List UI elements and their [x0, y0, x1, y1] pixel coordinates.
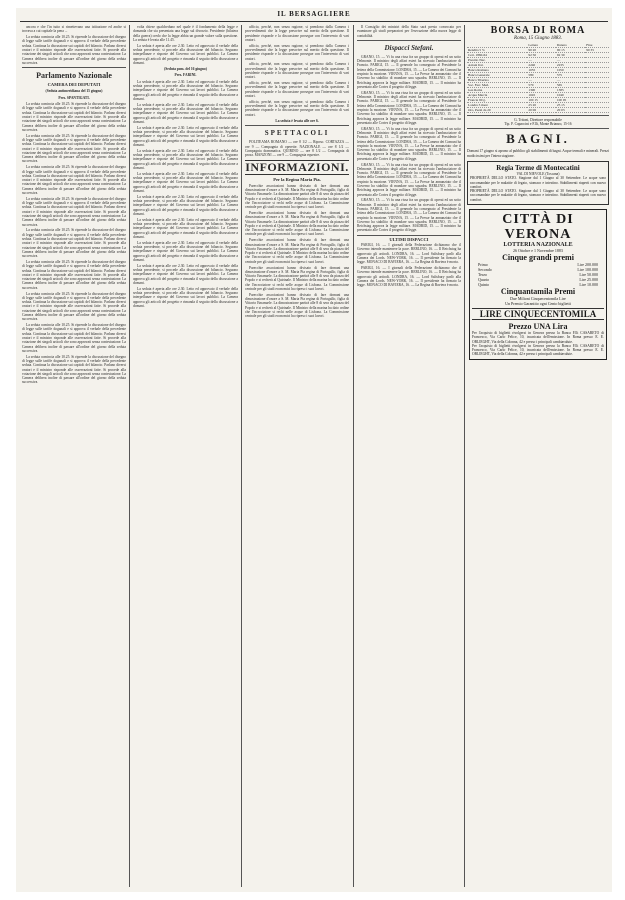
masthead: IL BERSAGLIERE — [277, 10, 351, 18]
borsa-cell: 575 — [556, 73, 585, 78]
bagni-heading: BAGNI. — [506, 131, 570, 147]
prize-amount: Lire 25.000 — [579, 276, 598, 282]
tipografia-note: Tip. F. Capaccini e F.lli, Monte Brianzo, 15-16 — [504, 122, 572, 127]
col2-body-i: La seduta è aperta alle ore 2.30. Letto ed approvato il verbale della seduta precedente, si procede alla discussione del bilancio. Seguono interpellanze e risposte del Governo sui lavori pubblici. La Camera approva gli articoli del progetto e rimanda il seguito della discussione a domani. — [133, 240, 238, 262]
dispacci-heading: Dispacci Stefani. — [384, 43, 434, 52]
borsa-date: Roma, 15 Giugno 1883. — [514, 36, 562, 41]
borsa-cell — [585, 108, 609, 113]
divider — [22, 67, 126, 68]
verona-bottom-text-2: Per l'acquisto di biglietti rivolgersi in Genova presso la Banca F.lli CASARETO di Francesco, Via Carlo Felice, 10, incaricata dell'emissione. In Roma presso E. E. OBLIEGHT, Via della Colonna, 42 e presso i principali cambiavalute. — [472, 343, 604, 357]
borsa-cell: 580 — [527, 73, 555, 78]
borsa-cell: Banca Generale — [467, 73, 527, 78]
col1-body-6: La seduta comincia alle 10.25. Si riprende la discussione del disegno di legge sulle tariffe doganali e si approva il verbale della precedente seduta. Continua la discussione sui capitoli del bilancio. Parlano diversi oratori e il ministro risponde alle osservazioni fatte. Si procede alla votazione dei singoli articoli che sono approvati senza contestazione. La Camera delibera inoltre di passare all'ordine del giorno della seduta successiva. — [22, 259, 126, 290]
divider — [467, 128, 609, 129]
borsa-cell: — — [556, 78, 585, 83]
borsa-cell: Acqua Marcia — [467, 93, 527, 98]
col4-body: Il Consiglio dei ministri della Stato sarà presto convocato per esaminare gli studi preparatori per l'esecuzione della nuova legge di contabilità. — [357, 25, 461, 38]
col2-body-c: La seduta è aperta alle ore 2.30. Letto ed approvato il verbale della seduta precedente, si procede alla discussione del bilancio. Seguono interpellanze e risposte del Governo sui lavori pubblici. La Camera approva gli articoli del progetto e rimanda il seguito della discussione a domani. — [133, 102, 238, 124]
seduta-pom-heading: (Seduta pom. del 16 giugno) — [164, 67, 207, 72]
divider — [357, 235, 461, 236]
seduta-levata: La seduta è levata alle ore 6. — [275, 118, 319, 123]
spettacoli-list: POLITEAMA ROMANO — ore 8 1/2 — Riposo. CORTAZZA — ore 9 — Compagnia di operette. NAZIONALE — ore 8 1/2 — Compagnia drammatica. QUIRINO — ore 8 1/2 — Compagnia di prosa. MANZONI — ore 9 — Compagnia equestre. — [245, 140, 349, 158]
col1-body-3: La seduta comincia alle 10.25. Si riprende la discussione del disegno di legge sulle tariffe doganali e si approva il verbale della precedente seduta. Continua la discussione sui capitoli del bilancio. Parlano diversi oratori e il ministro risponde alle osservazioni fatte. Si procede alla votazione dei singoli articoli che sono approvati senza contestazione. La Camera delibera inoltre di passare all'ordine del giorno della seduta successiva. — [22, 165, 126, 195]
borsa-cell: 20 06 — [527, 108, 555, 113]
col2-body-a: La seduta è aperta alle ore 2.30. Letto ed approvato il verbale della seduta precedente, si procede alla discussione del bilancio. Seguono interpellanze e risposte del Governo sui lavori pubblici. La Camera approva gli articoli del progetto e rimanda il seguito della discussione a domani. — [133, 43, 238, 65]
col3-body-d: ufficio, perchè, non senza ragione, si prendono dalla Camera i provvedimenti che la legge prescrive sul merito della questione. Il presidente risponde e la discussione prosegue con l'intervento di vari oratori. — [245, 81, 349, 98]
borsa-cell: 92 30 — [556, 53, 585, 58]
cinquantamila-sub: Due Milioni Cinquecentomila Lire — [510, 295, 566, 301]
prize-amount: Lire 50.000 — [579, 271, 598, 277]
prize-label: Quarto — [478, 276, 490, 282]
prize-label: Secondo — [478, 266, 492, 272]
dispacci-body-d: GRANO, 15. — Vi fu una rissa fra un gruppo di operai ed un sotto Delmonte. Il ministro degli affari esteri ha ricevuto l'ambasciatore di Francia. PARIGI, 15. — Il generale ha consegnato al Presidente la lettera della Commissione. LONDRA, 15. — La Camera dei Comuni ha respinto la mozione. VIENNA, 15. — La Presse ha annunziato che il Governo ha stabilito di mandare una squadra. BERLINO, 15. — Il Reichstag approva la legge militare. MADRID, 15. — Il ministro ha presentato alle Cortes il progetto di legge. — [357, 162, 461, 197]
borsa-cell: 1385 — [556, 88, 585, 93]
column-2 — [133, 25, 238, 887]
col1-intro: ancora e che l'in tutto si rimettevano una istituzione ed anche si trovava a cui capitale la pena ... — [22, 25, 126, 34]
borsa-cell: — — [527, 78, 555, 83]
verona-subtitle: LOTTERIA NAZIONALE — [503, 241, 573, 248]
borsa-col-header: Lettere — [527, 43, 555, 48]
borsa-cell: 100 15 — [527, 98, 555, 103]
col3-body-e: ufficio, perchè, non senza ragione, si prendono dalla Camera i provvedimenti che la legge prescrive sul merito della questione. Il presidente risponde e la discussione prosegue con l'intervento di vari oratori. — [245, 99, 349, 117]
borsa-cell: 565 — [556, 83, 585, 88]
borsa-cell: — — [527, 58, 555, 63]
col1-body-4: La seduta comincia alle 10.25. Si riprende la discussione del disegno di legge sulle tariffe doganali e si approva il verbale della precedente seduta. Continua la discussione sui capitoli del bilancio. Parlano diversi oratori e il ministro risponde alle osservazioni fatte. Si procede alla votazione dei singoli articoli che sono approvati senza contestazione. La Camera delibera inoltre di passare all'ordine del giorno della seduta successiva. — [22, 196, 126, 227]
premi-list — [472, 262, 604, 287]
col2-body-j: La seduta è aperta alle ore 2.30. Letto ed approvato il verbale della seduta precedente, si procede alla discussione del bilancio. Seguono interpellanze e risposte del Governo sui lavori pubblici. La Camera approva gli articoli del progetto e rimanda il seguito della discussione a domani. — [133, 263, 238, 285]
ultimi-body-a: PARIGI, 16. — I giornali della Federazione dichiarano che il Governo intende mantenere la pace. BERLINO, 16. — Il Reichstag ha approvato gli articoli. LONDRA, 16. — Lord Salisbury parlò alla Camera dei Lords. NEW-YORK, 16. — Il presidente ha firmato la legge. MONACO DI BAVIERA, 16. — La Regina di Baviera è morta. — [357, 243, 461, 265]
borsa-cell: 90 35 — [585, 48, 609, 53]
prize-amount: Lire 100.000 — [577, 266, 598, 272]
borsa-cell: 20 03 — [556, 108, 585, 113]
col2-body-g: La seduta è aperta alle ore 2.30. Letto ed approvato il verbale della seduta precedente, si procede alla discussione del bilancio. Seguono interpellanze e risposte del Governo sui lavori pubblici. La Camera approva gli articoli del progetto e rimanda il seguito della discussione a domani. — [133, 194, 238, 216]
spettacoli-heading: SPETTACOLI — [264, 129, 330, 138]
top-rule — [20, 21, 608, 22]
column-1 — [22, 25, 126, 887]
col1-body-7: La seduta comincia alle 10.25. Si riprende la discussione del disegno di legge sulle tariffe doganali e si approva il verbale della precedente seduta. Continua la discussione sui capitoli del bilancio. Parlano diversi oratori e il ministro risponde alle osservazioni fatte. Si procede alla votazione dei singoli articoli che sono approvati senza contestazione. La Camera delibera inoltre di passare all'ordine del giorno della seduta successiva. — [22, 291, 126, 322]
col1-body-5: La seduta comincia alle 10.25. Si riprende la discussione del disegno di legge sulle tariffe doganali e si approva il verbale della precedente seduta. Continua la discussione sui capitoli del bilancio. Parlano diversi oratori e il ministro risponde alle osservazioni fatte. Si procede alla votazione dei singoli articoli che sono approvati senza contestazione. La Camera delibera inoltre di passare all'ordine del giorno della seduta successiva. — [22, 228, 126, 259]
borsa-body — [467, 48, 609, 113]
borsa-cell: 1040 — [556, 93, 585, 98]
page-edge — [612, 0, 625, 900]
terme-text-2: PROPRIETÀ DELLO STATO. Stagione dal 1 Giugno al 30 Settembre. Le acque sono raccomandate per le malattie di fegato, stomaco e intestino. Stabilimenti riaperti con nuovo comfort. — [470, 189, 606, 202]
informazioni-heading: INFORMAZIONI. — [245, 160, 349, 175]
verona-date: 26 Ottobre e 1 Novembre 1883 — [513, 247, 563, 253]
informazioni-body-b: Parecchie associazioni hanno divisato di fare domani una dimostrazione d'onore a S. M. Maria Pia regina di Portogallo, figlia di Vittorio Emanuele. La dimostrazione partirà alle 8 di sera da piazza del Popolo e si recherà al Quirinale. Il Ministro della marina ha dato ordine che l'incrociatore si rechi nelle acque di Lisbona. La Commissione centrale per gli studi economici ha ripreso i suoi lavori. — [245, 211, 349, 237]
verona-bottom-text: Per l'acquisto di biglietti rivolgersi in Genova presso la Banca F.lli CASARETO di Francesco, Via Carlo Felice, 10, incaricata dell'emissione. In Roma presso E. E. OBLIEGHT, Via della Colonna, 42 e presso i principali cambiavalute. — [472, 330, 604, 344]
right-column — [467, 25, 609, 887]
lire-banner: LIRE CINQUECENTOMILA — [472, 308, 604, 320]
borsa-row — [467, 108, 609, 113]
borsa-cell: Banca Romana — [467, 68, 527, 73]
divider — [357, 40, 461, 41]
col2-body-b: La seduta è aperta alle ore 2.30. Letto ed approvato il verbale della seduta precedente, si procede alla discussione del bilancio. Seguono interpellanze e risposte del Governo sui lavori pubblici. La Camera approva gli articoli del progetto e rimanda il seguito della discussione a domani. — [133, 79, 238, 101]
borsa-cell: Prestito Naz. — [467, 58, 527, 63]
col2-body-e: La seduta è aperta alle ore 2.30. Letto ed approvato il verbale della seduta precedente, si procede alla discussione del bilancio. Seguono interpellanze e risposte del Governo sui lavori pubblici. La Camera approva gli articoli del progetto e rimanda il seguito della discussione a domani. — [133, 148, 238, 170]
borsa-cell: 1390 — [527, 88, 555, 93]
grandi-premi: Cinque grandi premi — [502, 252, 574, 262]
col2-body-f: La seduta è aperta alle ore 2.30. Letto ed approvato il verbale della seduta precedente, si procede alla discussione del bilancio. Seguono interpellanze e risposte del Governo sui lavori pubblici. La Camera approva gli articoli del progetto e rimanda il seguito della discussione a domani. — [133, 171, 238, 193]
dispacci-body-a: GRANO, 15. — Vi fu una rissa fra un gruppo di operai ed un sotto Delmonte. Il ministro degli affari esteri ha ricevuto l'ambasciatore di Francia. PARIGI, 15. — Il generale ha consegnato al Presidente la lettera della Commissione. LONDRA, 15. — La Camera dei Comuni ha respinto la mozione. VIENNA, 15. — La Presse ha annunziato che il Governo ha stabilito di mandare una squadra. BERLINO, 15. — Il Reichstag approva la legge militare. MADRID, 15. — Il ministro ha presentato alle Cortes il progetto di legge. — [357, 54, 461, 89]
borsa-cell: 100 05 — [556, 98, 585, 103]
seduta-subheading: (Seduta antimeridiana del 15 giugno) — [45, 89, 103, 94]
informazioni-body-d: Parecchie associazioni hanno divisato di fare domani una dimostrazione d'onore a S. M. Maria Pia regina di Portogallo, figlia di Vittorio Emanuele. La dimostrazione partirà alle 8 di sera da piazza del Popolo e si recherà al Quirinale. Il Ministro della marina ha dato ordine che l'incrociatore si rechi nelle acque di Lisbona. La Commissione centrale per gli studi economici ha ripreso i suoi lavori. — [245, 265, 349, 292]
prize-amount: Lire 200.000 — [577, 261, 598, 267]
column-rule — [464, 25, 465, 887]
divider — [467, 115, 609, 116]
borsa-col-header: Fine — [585, 43, 609, 48]
borsa-cell: 2235 — [556, 63, 585, 68]
terme-text: PROPRIETÀ DELLO STATO. Stagione dal 1 Giugno al 30 Settembre. Le acque sono raccomandate per le malattie di fegato, stomaco e intestino. Stabilimenti riaperti con nuovo comfort. — [470, 176, 606, 189]
borsa-cell: Gas Roma — [467, 88, 527, 93]
borsa-cell: Francia 90 g. — [467, 98, 527, 103]
borsa-cell: 25 15 — [556, 103, 585, 108]
col3-body-a: ufficio, perchè, non senza ragione, si prendono dalla Camera i provvedimenti che la legge prescrive sul merito della questione. Il presidente risponde e la discussione prosegue con l'intervento di vari oratori. — [245, 25, 349, 42]
prize-label: Terzo — [478, 271, 488, 277]
prize-label: Primo — [478, 261, 488, 267]
informazioni-body-e: Parecchie associazioni hanno divisato di fare domani una dimostrazione d'onore a S. M. Maria Pia regina di Portogallo, figlia di Vittorio Emanuele. La dimostrazione partirà alle 8 di sera da piazza del Popolo e si recherà al Quirinale. Il Ministro della marina ha dato ordine che l'incrociatore si rechi nelle acque di Lisbona. La Commissione centrale per gli studi economici ha ripreso i suoi lavori. — [245, 292, 349, 319]
borsa-cell: 92 50 — [527, 53, 555, 58]
dispacci-body-e: GRANO, 15. — Vi fu una rissa fra un gruppo di operai ed un sotto Delmonte. Il ministro degli affari esteri ha ricevuto l'ambasciatore di Francia. PARIGI, 15. — Il generale ha consegnato al Presidente la lettera della Commissione. LONDRA, 15. — La Camera dei Comuni ha respinto la mozione. VIENNA, 15. — La Presse ha annunziato che il Governo ha stabilito di mandare una squadra. BERLINO, 15. — Il Reichstag approva la legge militare. MADRID, 15. — Il ministro ha presentato alle Cortes il progetto di legge. — [357, 198, 461, 233]
borsa-title: BORSA DI ROMA — [490, 25, 586, 36]
ultimi-dispacci-heading: ULTIMI DISPACCI — [389, 236, 429, 242]
col2-body: volta chiese qualcheduno nel quale è il fondamento della legge e domanda che sia presentata una legge sul divorzio. Presidente (bilatera della guerra) credo che la legge abbia un grande valore sulla questione. La seduta è levata alle 11.45. — [133, 25, 238, 42]
column-rule — [353, 25, 354, 887]
borsa-col-header: Danaro — [556, 43, 585, 48]
borsa-cell: 1050 — [556, 68, 585, 73]
divider — [245, 125, 349, 126]
informazioni-subheading: Per la Regina Maria Pia. — [273, 177, 321, 183]
column-rule — [129, 25, 130, 887]
borsa-cell: 2240 — [527, 63, 555, 68]
verona-title: CITTÀ DI VERONA — [502, 211, 574, 242]
borsa-cell: Banca Tiberina — [467, 78, 527, 83]
column-3 — [245, 25, 349, 887]
borsa-cell: 570 — [527, 83, 555, 88]
col2-body-k: La seduta è aperta alle ore 2.30. Letto ed approvato il verbale della seduta precedente, si procede alla discussione del bilancio. Seguono interpellanze e risposte del Governo sui lavori pubblici. La Camera approva gli articoli del progetto e rimanda il seguito della discussione a domani. — [133, 286, 238, 308]
borsa-table — [467, 43, 609, 113]
col1-intro-repeat: La seduta comincia alle 10.25. Si riprende la discussione del disegno di legge sulle tariffe doganali e si approva il verbale della precedente seduta. Continua la discussione sui capitoli del bilancio. Parlano diversi oratori e il ministro risponde alle osservazioni fatte. Si procede alla votazione dei singoli articoli che sono approvati senza contestazione. La Camera delibera inoltre di passare all'ordine del giorno della seduta successiva. — [22, 35, 126, 65]
borsa-cell: 90 15 — [556, 48, 585, 53]
col3-body-b: ufficio, perchè, non senza ragione, si prendono dalla Camera i provvedimenti che la legge prescrive sul merito della questione. Il presidente risponde e la discussione prosegue con l'intervento di vari oratori. — [245, 43, 349, 61]
informazioni-body-c: Parecchie associazioni hanno divisato di fare domani una dimostrazione d'onore a S. M. Maria Pia regina di Portogallo, figlia di Vittorio Emanuele. La dimostrazione partirà alle 8 di sera da piazza del Popolo e si recherà al Quirinale. Il Ministro della marina ha dato ordine che l'incrociatore si rechi nelle acque di Lisbona. La Commissione centrale per gli studi economici ha ripreso i suoi lavori. — [245, 238, 349, 264]
borsa-cell: Azioni Ital. — [467, 63, 527, 68]
borsa-cell: Soc. Ferr. Med. — [467, 83, 527, 88]
terme-ad — [467, 161, 609, 205]
borsa-cell: 90 20 — [527, 48, 555, 53]
prezzo-line: Prezzo UNA Lira — [508, 321, 568, 331]
prize-label: Quinto — [478, 281, 490, 287]
camera-subheading: CAMERA DEI DEPUTATI — [47, 82, 101, 88]
president-farini: Pres. FARINI. — [174, 73, 197, 78]
bagni-text: Domani 17 giugno si aprono al pubblico gli stabilimenti di bagni. Acque termali e minerali. Prezzi modicissimi per l'intera stagione. — [467, 149, 609, 158]
verona-lottery-ad — [469, 209, 607, 360]
direttore-note: G. Tritoni, Direttore responsabile — [514, 118, 562, 122]
column-rule — [241, 25, 242, 887]
col3-body-c: ufficio, perchè, non senza ragione, si prendono dalla Camera i provvedimenti che la legge prescrive sul merito della questione. Il presidente risponde e la discussione prosegue con l'intervento di vari oratori. — [245, 62, 349, 80]
col2-body-h: La seduta è aperta alle ore 2.30. Letto ed approvato il verbale della seduta precedente, si procede alla discussione del bilancio. Seguono interpellanze e risposte del Governo sui lavori pubblici. La Camera approva gli articoli del progetto e rimanda il seguito della discussione a domani. — [133, 217, 238, 239]
ultimi-body-b: PARIGI, 16. — I giornali della Federazione dichiarano che il Governo intende mantenere la pace. BERLINO, 16. — Il Reichstag ha approvato gli articoli. LONDRA, 16. — Lord Salisbury parlò alla Camera dei Lords. NEW-YORK, 16. — Il presidente ha firmato la legge. MONACO DI BAVIERA, 16. — La Regina di Baviera è morta. — [357, 266, 461, 288]
terme-title: Regia Terme di Montecatini — [496, 164, 580, 172]
borsa-cell: 1045 — [527, 93, 555, 98]
borsa-cell: — — [556, 58, 585, 63]
col1-body: La seduta comincia alle 10.25. Si riprende la discussione del disegno di legge sulle tariffe doganali e si approva il verbale della precedente seduta. Continua la discussione sui capitoli del bilancio. Parlano diversi oratori e il ministro risponde alle osservazioni fatte. Si procede alla votazione dei singoli articoli che sono approvati senza contestazione. La Camera delibera inoltre di passare all'ordine del giorno della seduta successiva. — [22, 102, 126, 132]
premio-garantito: Un Premio Garantito ogni Cento biglietti — [505, 300, 571, 306]
informazioni-body-a: Parecchie associazioni hanno divisato di fare domani una dimostrazione d'onore a S. M. Maria Pia regina di Portogallo, figlia di Vittorio Emanuele. La dimostrazione partirà alle 8 di sera da piazza del Popolo e si recherà al Quirinale. Il Ministro della marina ha dato ordine che l'incrociatore si rechi nelle acque di Lisbona. La Commissione centrale per gli studi economici ha ripreso i suoi lavori. — [245, 183, 349, 210]
borsa-cell: 1055 — [527, 68, 555, 73]
col2-body-d: La seduta è aperta alle ore 2.30. Letto ed approvato il verbale della seduta precedente, si procede alla discussione del bilancio. Seguono interpellanze e risposte del Governo sui lavori pubblici. La Camera approva gli articoli del progetto e rimanda il seguito della discussione a domani. — [133, 125, 238, 147]
col1-body-9: La seduta comincia alle 10.25. Si riprende la discussione del disegno di legge sulle tariffe doganali e si approva il verbale della precedente seduta. Continua la discussione sui capitoli del bilancio. Parlano diversi oratori e il ministro risponde alle osservazioni fatte. Si procede alla votazione dei singoli articoli che sono approvati senza contestazione. La Camera delibera inoltre di passare all'ordine del giorno della seduta successiva. — [22, 354, 126, 385]
newspaper-page — [16, 8, 615, 892]
col1-body-8: La seduta comincia alle 10.25. Si riprende la discussione del disegno di legge sulle tariffe doganali e si approva il verbale della precedente seduta. Continua la discussione sui capitoli del bilancio. Parlano diversi oratori e il ministro risponde alle osservazioni fatte. Si procede alla votazione dei singoli articoli che sono approvati senza contestazione. La Camera delibera inoltre di passare all'ordine del giorno della seduta successiva. — [22, 323, 126, 353]
terme-subtitle: VAL DI NIEVOLE (Toscana) — [516, 172, 560, 176]
dispacci-body-b: GRANO, 15. — Vi fu una rissa fra un gruppo di operai ed un sotto Delmonte. Il ministro degli affari esteri ha ricevuto l'ambasciatore di Francia. PARIGI, 15. — Il generale ha consegnato al Presidente la lettera della Commissione. LONDRA, 15. — La Camera dei Comuni ha respinto la mozione. VIENNA, 15. — La Presse ha annunziato che il Governo ha stabilito di mandare una squadra. BERLINO, 15. — Il Reichstag approva la legge militare. MADRID, 15. — Il ministro ha presentato alle Cortes il progetto di legge. — [357, 90, 461, 125]
borsa-cell: Rendita 5 % — [467, 48, 527, 53]
borsa-cell: 25 20 — [527, 103, 555, 108]
dispacci-body-c: GRANO, 15. — Vi fu una rissa fra un gruppo di operai ed un sotto Delmonte. Il ministro degli affari esteri ha ricevuto l'ambasciatore di Francia. PARIGI, 15. — Il generale ha consegnato al Presidente la lettera della Commissione. LONDRA, 15. — La Camera dei Comuni ha respinto la mozione. VIENNA, 15. — La Presse ha annunziato che il Governo ha stabilito di mandare una squadra. BERLINO, 15. — Il Reichstag approva la legge militare. MADRID, 15. — Il ministro ha presentato alle Cortes il progetto di legge. — [357, 126, 461, 161]
borsa-cell: Oro, Pezzi da 20 — [467, 108, 527, 113]
col1-body-2: La seduta comincia alle 10.25. Si riprende la discussione del disegno di legge sulle tariffe doganali e si approva il verbale della precedente seduta. Continua la discussione sui capitoli del bilancio. Parlano diversi oratori e il ministro risponde alle osservazioni fatte. Si procede alla votazione dei singoli articoli che sono approvati senza contestazione. La Camera delibera inoltre di passare all'ordine del giorno della seduta successiva. — [22, 133, 126, 164]
borsa-cell: Cert. 1860-64 — [467, 53, 527, 58]
president-name: Pres. SPANTIGATI. — [58, 95, 90, 100]
parlamento-heading: Parlamento Nazionale — [36, 71, 112, 81]
column-4 — [357, 25, 461, 887]
prize-amount: Lire 10.000 — [579, 281, 598, 287]
borsa-cell: Londra 3 mesi — [467, 103, 527, 108]
cinquantamila-premi: Cinquantamila Premi — [500, 286, 576, 296]
